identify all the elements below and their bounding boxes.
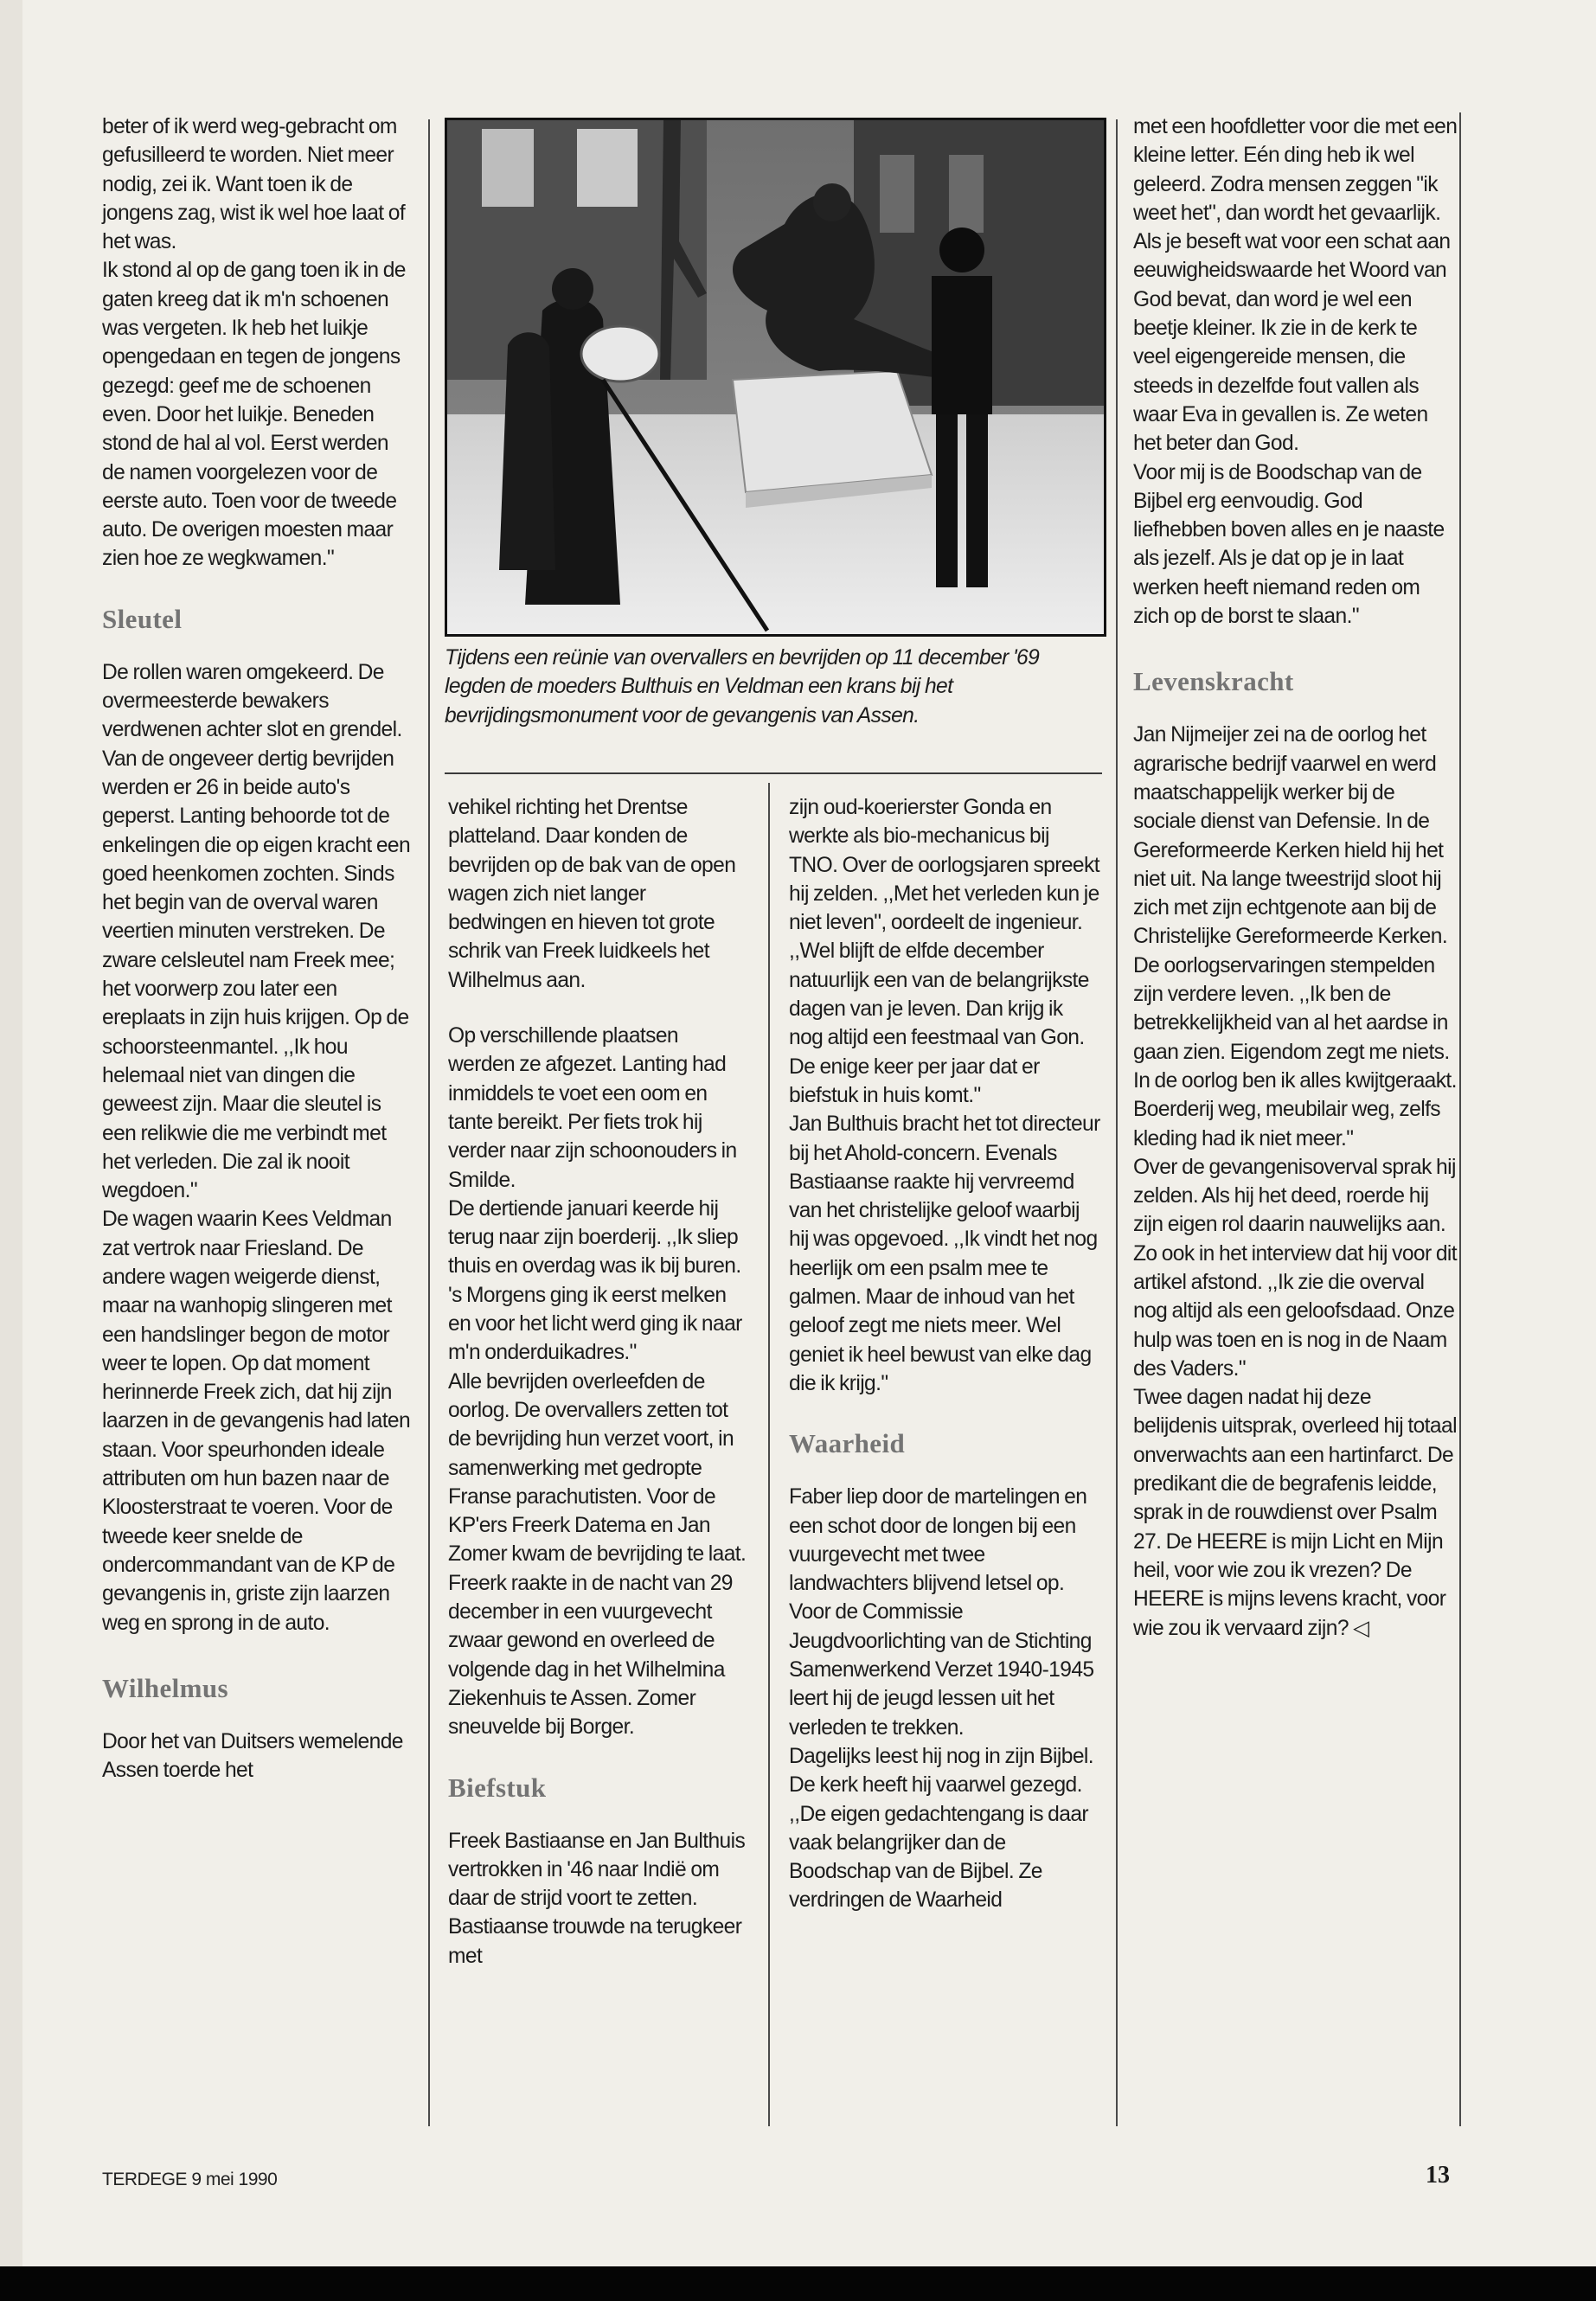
paragraph: Faber liep door de martelingen en een schot door de longen bij een vuurgevecht met twee landwachters blijvend letsel op. Voor de Commissie Jeugdvoorlichting van de Stichting Samenwerkend Verzet 1940-1945 leert hij de jeugd lessen uit het verleden te trekken. <box>789 1485 1094 1740</box>
page-number: 13 <box>1426 2162 1450 2189</box>
paragraph: vehikel richting het Drentse platteland. Daar konden de bevrijden op de bak van de open wagen zich niet langer bedwingen en hieven tot grote schrik van Freek luidkeels het Wilhelmus aan. <box>448 796 736 992</box>
column-4 <box>1133 112 1458 1643</box>
photo-illustration <box>447 120 1104 634</box>
caption-rule <box>445 772 1102 774</box>
paragraph: De rollen waren omgekeerd. De overmeesterde bewakers verdwenen achter slot en grendel. Van de ongeveer dertig bevrijden werden er 26 in beide auto's geperst. Lanting behoorde tot de enkelingen die op eigen kracht een goed heenkomen zochten. Sinds het begin van de overval waren veertien minuten verstreken. De zware celsleutel nam Freek mee; het voorwerp zou later een ereplaats in zijn huis krijgen. Op de schoorsteenmantel. ,,Ik hou helemaal niet van dingen die geweest zijn. Maar die sleutel is een relikwie die me verbindt met het verleden. Die zal ik nooit wegdoen." <box>102 660 411 1203</box>
column-1 <box>102 112 413 1785</box>
paragraph: Ik stond al op de gang toen ik in de gaten kreeg dat ik m'n schoenen was vergeten. Ik heb het luikje opengedaan en tegen de jongens gezegd: geef me de schoenen even. Door het luikje. Beneden stond de hal al vol. Eerst werden de namen voorgelezen voor de eerste auto. Toen voor de tweede auto. De overigen moesten maar zien hoe ze wegkwamen." <box>102 259 406 571</box>
paragraph: Twee dagen nadat hij deze belijdenis uitsprak, overleed hij totaal onverwachts aan een hartinfarct. De predikant die de begrafenis leidde, sprak in de rouwdienst over Psalm 27. De HEERE is mijn Licht en Mijn heil, voor wie zou ik vrezen? De HEERE is mijns levens kracht, voor wie zou ik vervaard zijn? ◁ <box>1133 1386 1457 1640</box>
publication-footer: TERDEGE 9 mei 1990 <box>102 2170 278 2189</box>
subheading-waarheid: Waarheid <box>789 1428 906 1459</box>
photo-caption: Tijdens een reünie van overvallers en bevrijden op 11 december '69 legden de moeders Bulthuis en Veldman een krans bij het bevrijdingsmonument voor de gevangenis van Assen. <box>445 646 1040 727</box>
paragraph: Op verschillende plaatsen werden ze afgezet. Lanting had inmiddels te voet een oom en tante bereikt. Per fiets trok hij verder naar zijn schoonouders in Smilde. <box>448 1024 737 1192</box>
column-3 <box>789 793 1100 1915</box>
column-rule <box>1459 112 1461 2126</box>
column-rule <box>768 783 770 2126</box>
paragraph: De dertiende januari keerde hij terug naar zijn boerderij. ,,Ik sliep thuis en overdag was ik bij buren. 's Morgens ging ik eerst melken en voor het licht werd ging ik naar m'n onderduikadres." <box>448 1196 742 1365</box>
paragraph: Over de gevangenisoverval sprak hij zelden. Als hij het deed, roerde hij zijn eigen rol daarin nauwelijks aan. Zo ook in het interview dat hij voor dit artikel afstond. ,,Ik zie die overval nog altijd als een geloofsdaad. Onze hulp was toen en is nog in de Naam des Vaders." <box>1133 1155 1458 1381</box>
paragraph: De wagen waarin Kees Veldman zat vertrok naar Friesland. De andere wagen weigerde dienst, maar na wanhopig slingeren met een handslinger begon de motor weer te lopen. Op dat moment herinnerde Freek zich, dat hij zijn laarzen in de gevangenis had laten staan. Voor speurhonden ideale attributen om hun bazen naar de Kloosterstraat te voeren. Voor de tweede keer snelde de ondercommandant van de KP de gevangenis in, griste zijn laarzen weg en sprong in de auto. <box>102 1208 411 1635</box>
subheading-wilhelmus: Wilhelmus <box>102 1672 229 1703</box>
paragraph: Jan Bulthuis bracht het tot directeur bij het Ahold-concern. Evenals Bastiaanse raakte hij vervreemd van het christelijke geloof waarbij hij was opgevoed. ,,Ik vindt het nog heerlijk om een psalm mee te galmen. Maar de inhoud van het geloof zegt me niets meer. Wel geniet ik heel bewust van elke dag die ik krijg." <box>789 1112 1100 1395</box>
monument-photo <box>445 118 1106 637</box>
paragraph: Door het van Duitsers wemelende Assen toerde het <box>102 1729 403 1783</box>
paragraph: Alle bevrijden overleefden de oorlog. De overvallers zetten tot de bevrijding hun verzet voort, in samenwerking met gedropte Franse parachutisten. Voor de KP'ers Freerk Datema en Jan Zomer kwam de bevrijding te laat. Freerk raakte in de nacht van 29 december in een vuurgevecht zwaar gewond en overleed de volgende dag in het Wilhelmina Ziekenhuis te Assen. Zomer sneuvelde bij Borger. <box>448 1369 747 1740</box>
subheading-sleutel: Sleutel <box>102 603 183 634</box>
subheading-levenskracht: Levenskracht <box>1133 666 1294 697</box>
paragraph: Jan Nijmeijer zei na de oorlog het agrarische bedrijf vaarwel en werd maatschappelijk werker bij de sociale dienst van Defensie. In de Gereformeerde Kerken hield hij het niet uit. Na lange tweestrijd sloot hij zich met zijn echtgenote aan bij de Christelijke Gereformeerde Kerken. <box>1133 723 1448 949</box>
scan-edge <box>0 0 22 2301</box>
subheading-biefstuk: Biefstuk <box>448 1772 547 1803</box>
paragraph: zijn oud-koerierster Gonda en werkte als bio-mechanicus bij TNO. Over de oorlogsjaren spreekt hij zelden. ,,Met het verleden kun je niet leven", oordeelt de ingenieur. ,,Wel blijft de elfde december natuurlijk een van de belangrijkste dagen van je leven. Dan krijg ik nog altijd een feestmaal van Gon. De enige keer per jaar dat er biefstuk in huis komt." <box>789 796 1099 1107</box>
paragraph: Freek Bastiaanse en Jan Bulthuis vertrokken in '46 naar Indië om daar de strijd voort te zetten. Bastiaanse trouwde na terugkeer met <box>448 1829 746 1968</box>
scan-bottom-band <box>0 2266 1596 2301</box>
paragraph: De oorlogservaringen stempelden zijn verdere leven. ,,Ik ben de betrekkelijkheid van al het aardse in gaan zien. Eigendom zegt me niets. In de oorlog ben ik alles kwijtgeraakt. Boerderij weg, meubilair weg, zelfs kleding had ik niet meer." <box>1133 953 1457 1150</box>
column-rule <box>1116 119 1118 2126</box>
paragraph: Dagelijks leest hij nog in zijn Bijbel. De kerk heeft hij vaarwel gezegd. ,,De eigen gedachtengang is daar vaak belangrijker dan de Boodschap van de Bijbel. Ze verdringen de Waarheid <box>789 1744 1093 1913</box>
paragraph: Voor mij is de Boodschap van de Bijbel erg eenvoudig. God liefhebben boven alles en je naaste als jezelf. Als je dat op je in laat werken heeft niemand reden om zich op de borst te slaan." <box>1133 460 1445 629</box>
column-2 <box>448 793 747 1971</box>
paragraph: beter of ik werd weg-gebracht om gefusilleerd te worden. Niet meer nodig, zei ik. Want toen ik de jongens zag, wist ik wel hoe laat of het was. <box>102 115 406 254</box>
column-rule <box>428 119 430 2126</box>
paragraph: met een hoofdletter voor die met een kleine letter. Eén ding heb ik wel geleerd. Zodra mensen zeggen "ik weet het", dan wordt het gevaarlijk. Als je beseft wat voor een schat aan eeuwigheidswaarde het Woord van God bevat, dan word je wel een beetje kleiner. Ik zie in de kerk te veel eigengereide mensen, die steeds in dezelfde fout vallen als waar Eva in gevallen is. Ze weten het beter dan God. <box>1133 115 1458 456</box>
